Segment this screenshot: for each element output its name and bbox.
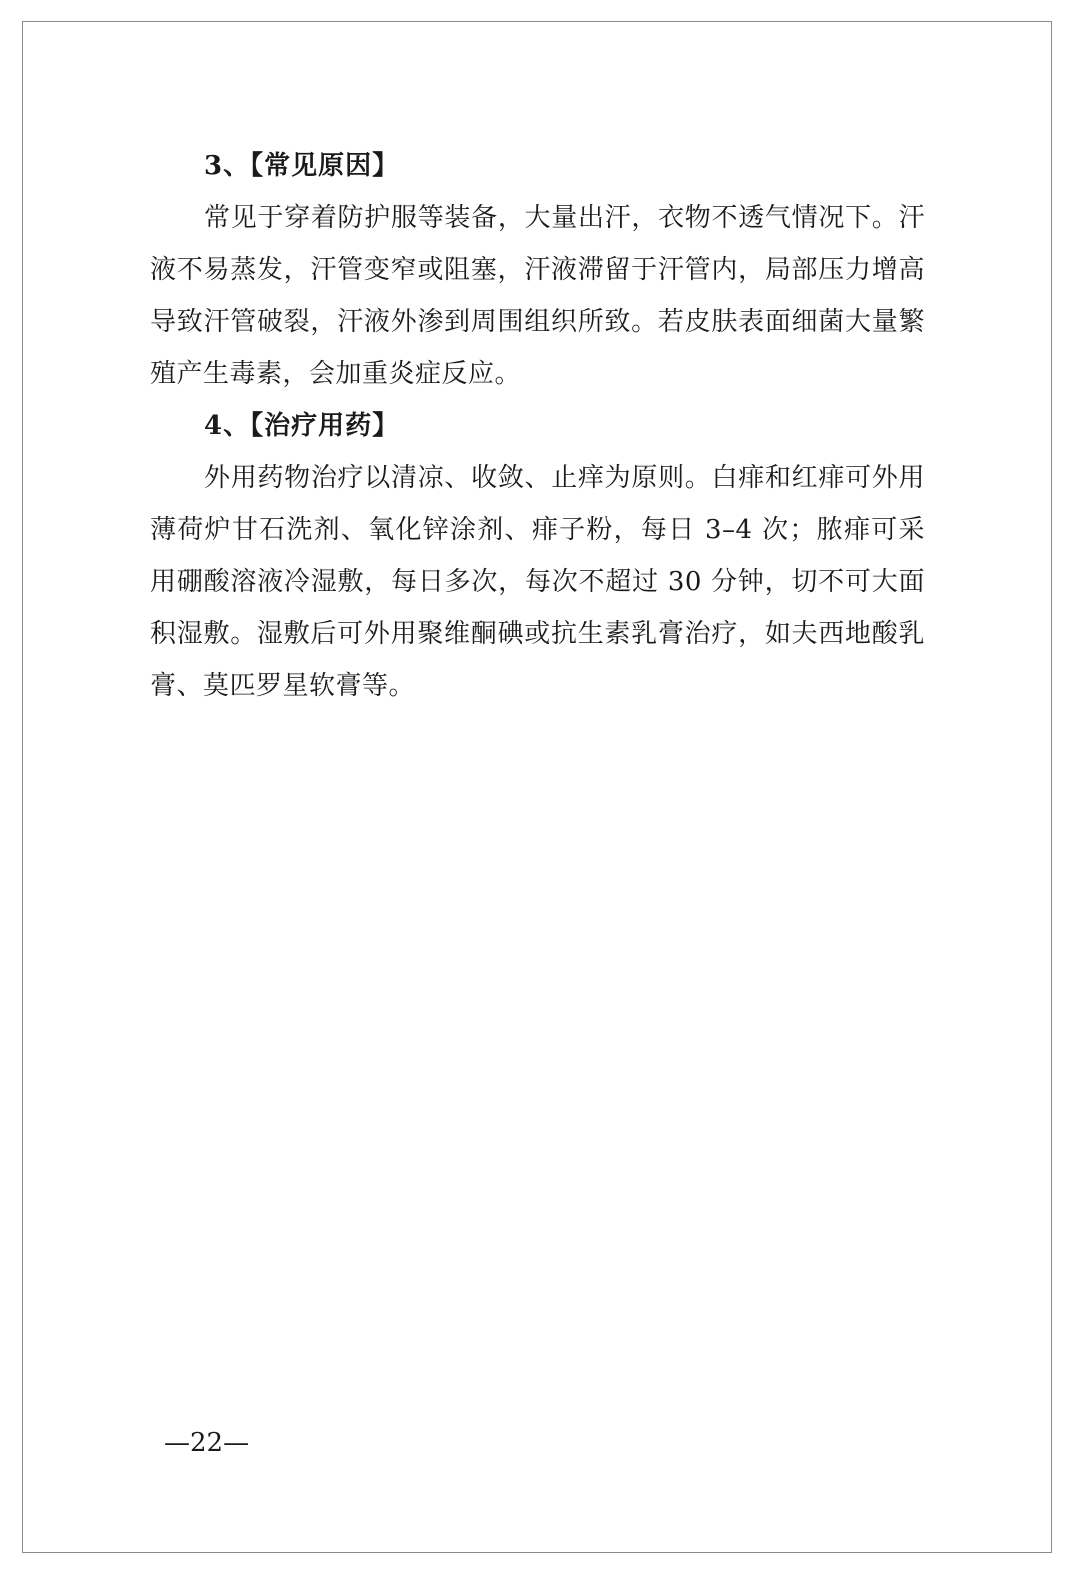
section-4-heading: 4、【治疗用药】 — [204, 411, 400, 441]
section-3-heading: 3、【常见原因】 — [204, 151, 400, 181]
document-body — [150, 140, 925, 712]
page-number: —22— — [164, 1428, 250, 1458]
section-3-paragraph: 常见于穿着防护服等装备，大量出汗，衣物不透气情况下。汗液不易蒸发，汗管变窄或阻塞，汗液滞留于汗管内，局部压力增高导致汗管破裂，汗液外渗到周围组织所致。若皮肤表面细菌大量繁殖产生毒素，会加重炎症反应。 — [150, 203, 925, 389]
section-4-paragraph: 外用药物治疗以清凉、收敛、止痒为原则。白痱和红痱可外用薄荷炉甘石洗剂、氧化锌涂剂、痱子粉，每日 3–4 次；脓痱可采用硼酸溶液冷湿敷，每日多次，每次不超过 30 分钟，切不可大面积湿敷。湿敷后可外用聚维酮碘或抗生素乳膏治疗，如夫西地酸乳膏、莫匹罗星软膏等。 — [150, 463, 925, 701]
